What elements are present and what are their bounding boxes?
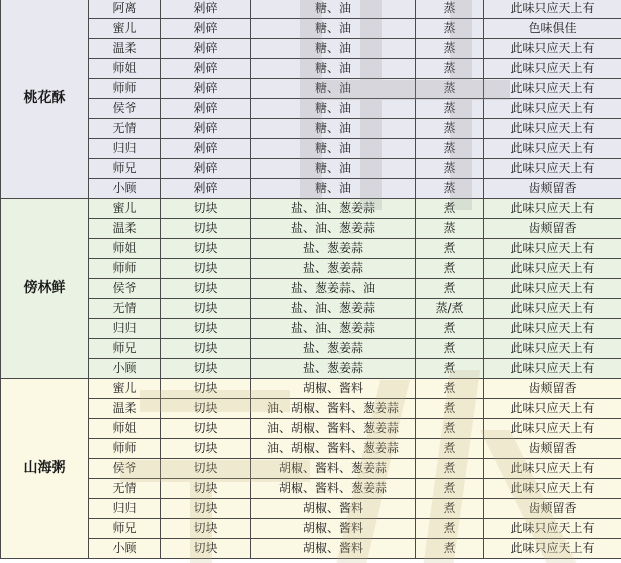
cooking-method-cell: 蒸 — [416, 119, 484, 139]
table-row — [1, 39, 621, 59]
table-row — [1, 79, 621, 99]
table-row — [1, 419, 621, 439]
seasoning-cell: 胡椒、酱料、葱姜蒜 — [251, 479, 416, 499]
cooking-method-cell: 蒸/煮 — [416, 299, 484, 319]
seasoning-cell: 糖、油 — [251, 119, 416, 139]
character-cell: 侯爷 — [89, 279, 161, 299]
character-cell: 小顾 — [89, 539, 161, 559]
seasoning-cell: 糖、油 — [251, 179, 416, 199]
seasoning-cell: 糖、油 — [251, 19, 416, 39]
cooking-method-cell: 蒸 — [416, 59, 484, 79]
character-cell: 师师 — [89, 259, 161, 279]
cut-method-cell: 剁碎 — [161, 59, 251, 79]
rating-cell: 此味只应天上有 — [484, 159, 621, 179]
character-cell: 侯爷 — [89, 99, 161, 119]
cooking-method-cell: 蒸 — [416, 139, 484, 159]
cut-method-cell: 剁碎 — [161, 159, 251, 179]
table-row — [1, 259, 621, 279]
cut-method-cell: 切块 — [161, 279, 251, 299]
character-cell: 师姐 — [89, 419, 161, 439]
seasoning-cell: 盐、油、葱姜蒜 — [251, 199, 416, 219]
cooking-method-cell: 煮 — [416, 199, 484, 219]
cut-method-cell: 切块 — [161, 299, 251, 319]
cut-method-cell: 切块 — [161, 439, 251, 459]
cooking-method-cell: 煮 — [416, 499, 484, 519]
rating-cell: 此味只应天上有 — [484, 239, 621, 259]
seasoning-cell: 胡椒、酱料 — [251, 519, 416, 539]
cut-method-cell: 切块 — [161, 519, 251, 539]
cut-method-cell: 切块 — [161, 499, 251, 519]
cut-method-cell: 剁碎 — [161, 79, 251, 99]
cut-method-cell: 切块 — [161, 319, 251, 339]
rating-cell: 此味只应天上有 — [484, 259, 621, 279]
character-cell: 师师 — [89, 79, 161, 99]
cooking-method-cell: 蒸 — [416, 219, 484, 239]
character-cell: 温柔 — [89, 399, 161, 419]
rating-cell: 此味只应天上有 — [484, 119, 621, 139]
rating-cell: 此味只应天上有 — [484, 99, 621, 119]
rating-cell: 齿颊留香 — [484, 439, 621, 459]
seasoning-cell: 糖、油 — [251, 39, 416, 59]
character-cell: 师兄 — [89, 519, 161, 539]
table-row — [1, 459, 621, 479]
dish-name-cell: 山海粥 — [1, 379, 89, 559]
cut-method-cell: 切块 — [161, 199, 251, 219]
seasoning-cell: 糖、油 — [251, 59, 416, 79]
cooking-method-cell: 煮 — [416, 339, 484, 359]
cut-method-cell: 切块 — [161, 479, 251, 499]
cooking-method-cell: 煮 — [416, 279, 484, 299]
cut-method-cell: 切块 — [161, 339, 251, 359]
table-row — [1, 319, 621, 339]
cut-method-cell: 切块 — [161, 259, 251, 279]
character-cell: 侯爷 — [89, 459, 161, 479]
character-cell: 师姐 — [89, 59, 161, 79]
dish-name-cell: 桃花酥 — [1, 0, 89, 199]
rating-cell: 此味只应天上有 — [484, 479, 621, 499]
table-row — [1, 219, 621, 239]
cooking-method-cell: 煮 — [416, 519, 484, 539]
seasoning-cell: 糖、油 — [251, 99, 416, 119]
character-cell: 归归 — [89, 319, 161, 339]
rating-cell: 此味只应天上有 — [484, 79, 621, 99]
cut-method-cell: 剁碎 — [161, 99, 251, 119]
character-cell: 蜜儿 — [89, 379, 161, 399]
cooking-method-cell: 煮 — [416, 459, 484, 479]
cooking-method-cell: 蒸 — [416, 0, 484, 19]
cooking-method-cell: 蒸 — [416, 159, 484, 179]
seasoning-cell: 盐、油、葱姜蒜 — [251, 219, 416, 239]
table-row — [1, 399, 621, 419]
seasoning-cell: 胡椒、酱料 — [251, 379, 416, 399]
rating-cell: 齿颊留香 — [484, 179, 621, 199]
cut-method-cell: 切块 — [161, 359, 251, 379]
seasoning-cell: 盐、油、葱姜蒜 — [251, 319, 416, 339]
cut-method-cell: 切块 — [161, 399, 251, 419]
cooking-method-cell: 蒸 — [416, 39, 484, 59]
cut-method-cell: 剁碎 — [161, 39, 251, 59]
seasoning-cell: 盐、葱姜蒜、油 — [251, 279, 416, 299]
rating-cell: 此味只应天上有 — [484, 519, 621, 539]
seasoning-cell: 胡椒、酱料、葱姜蒜 — [251, 459, 416, 479]
cooking-method-cell: 煮 — [416, 479, 484, 499]
cut-method-cell: 切块 — [161, 539, 251, 559]
seasoning-cell: 糖、油 — [251, 139, 416, 159]
rating-cell: 此味只应天上有 — [484, 279, 621, 299]
rating-cell: 此味只应天上有 — [484, 339, 621, 359]
character-cell: 无情 — [89, 119, 161, 139]
rating-cell: 齿颊留香 — [484, 499, 621, 519]
seasoning-cell: 糖、油 — [251, 0, 416, 19]
seasoning-cell: 胡椒、酱料 — [251, 539, 416, 559]
character-cell: 阿离 — [89, 0, 161, 19]
rating-cell: 此味只应天上有 — [484, 59, 621, 79]
cooking-method-cell: 蒸 — [416, 99, 484, 119]
table-row — [1, 279, 621, 299]
rating-cell: 此味只应天上有 — [484, 419, 621, 439]
cooking-method-cell: 煮 — [416, 379, 484, 399]
seasoning-cell: 盐、葱姜蒜 — [251, 359, 416, 379]
table-row — [1, 439, 621, 459]
cut-method-cell: 剁碎 — [161, 139, 251, 159]
rating-cell: 此味只应天上有 — [484, 299, 621, 319]
rating-cell: 色味俱佳 — [484, 19, 621, 39]
rating-cell: 此味只应天上有 — [484, 0, 621, 19]
cut-method-cell: 切块 — [161, 379, 251, 399]
rating-cell: 此味只应天上有 — [484, 399, 621, 419]
seasoning-cell: 胡椒、酱料 — [251, 499, 416, 519]
table-row — [1, 239, 621, 259]
table-row — [1, 539, 621, 559]
cooking-method-cell: 蒸 — [416, 179, 484, 199]
table-row — [1, 179, 621, 199]
rating-cell: 此味只应天上有 — [484, 459, 621, 479]
seasoning-cell: 盐、葱姜蒜 — [251, 259, 416, 279]
seasoning-cell: 油、胡椒、酱料、葱姜蒜 — [251, 399, 416, 419]
cut-method-cell: 切块 — [161, 419, 251, 439]
table-row — [1, 99, 621, 119]
table-row — [1, 159, 621, 179]
character-cell: 无情 — [89, 479, 161, 499]
cooking-method-cell: 煮 — [416, 359, 484, 379]
table-row — [1, 199, 621, 219]
character-cell: 温柔 — [89, 39, 161, 59]
table-row — [1, 299, 621, 319]
cooking-method-cell: 煮 — [416, 419, 484, 439]
character-cell: 归归 — [89, 139, 161, 159]
table-row — [1, 519, 621, 539]
character-cell: 蜜儿 — [89, 199, 161, 219]
cooking-method-cell: 煮 — [416, 399, 484, 419]
rating-cell: 此味只应天上有 — [484, 319, 621, 339]
character-cell: 小顾 — [89, 179, 161, 199]
cooking-method-cell: 煮 — [416, 259, 484, 279]
character-cell: 归归 — [89, 499, 161, 519]
seasoning-cell: 盐、油、葱姜蒜 — [251, 299, 416, 319]
character-cell: 师师 — [89, 439, 161, 459]
table-row — [1, 359, 621, 379]
rating-cell: 此味只应天上有 — [484, 359, 621, 379]
character-cell: 师兄 — [89, 159, 161, 179]
table-row — [1, 0, 621, 19]
character-cell: 温柔 — [89, 219, 161, 239]
cut-method-cell: 切块 — [161, 239, 251, 259]
table-row — [1, 119, 621, 139]
seasoning-cell: 糖、油 — [251, 159, 416, 179]
seasoning-cell: 糖、油 — [251, 79, 416, 99]
rating-cell: 齿颊留香 — [484, 379, 621, 399]
seasoning-cell: 油、胡椒、酱料、葱姜蒜 — [251, 419, 416, 439]
rating-cell: 齿颊留香 — [484, 219, 621, 239]
table-row — [1, 499, 621, 519]
rating-cell: 此味只应天上有 — [484, 139, 621, 159]
rating-cell: 此味只应天上有 — [484, 539, 621, 559]
cooking-method-cell: 蒸 — [416, 19, 484, 39]
cut-method-cell: 剁碎 — [161, 179, 251, 199]
seasoning-cell: 盐、葱姜蒜 — [251, 339, 416, 359]
table-row — [1, 19, 621, 39]
cooking-method-cell: 煮 — [416, 239, 484, 259]
character-cell: 蜜儿 — [89, 19, 161, 39]
cooking-method-cell: 煮 — [416, 319, 484, 339]
cut-method-cell: 切块 — [161, 219, 251, 239]
dish-name-cell: 傍林鲜 — [1, 199, 89, 379]
cut-method-cell: 剁碎 — [161, 119, 251, 139]
recipe-table-body — [1, 0, 621, 559]
cut-method-cell: 剁碎 — [161, 0, 251, 19]
seasoning-cell: 油、胡椒、酱料、葱姜蒜 — [251, 439, 416, 459]
table-row — [1, 479, 621, 499]
cooking-method-cell: 煮 — [416, 439, 484, 459]
character-cell: 师姐 — [89, 239, 161, 259]
cut-method-cell: 切块 — [161, 459, 251, 479]
cooking-method-cell: 煮 — [416, 539, 484, 559]
cut-method-cell: 剁碎 — [161, 19, 251, 39]
table-row — [1, 339, 621, 359]
seasoning-cell: 盐、葱姜蒜 — [251, 239, 416, 259]
character-cell: 无情 — [89, 299, 161, 319]
cooking-method-cell: 蒸 — [416, 79, 484, 99]
table-row — [1, 379, 621, 399]
table-row — [1, 139, 621, 159]
table-row — [1, 59, 621, 79]
character-cell: 小顾 — [89, 359, 161, 379]
rating-cell: 此味只应天上有 — [484, 199, 621, 219]
rating-cell: 此味只应天上有 — [484, 39, 621, 59]
character-cell: 师兄 — [89, 339, 161, 359]
